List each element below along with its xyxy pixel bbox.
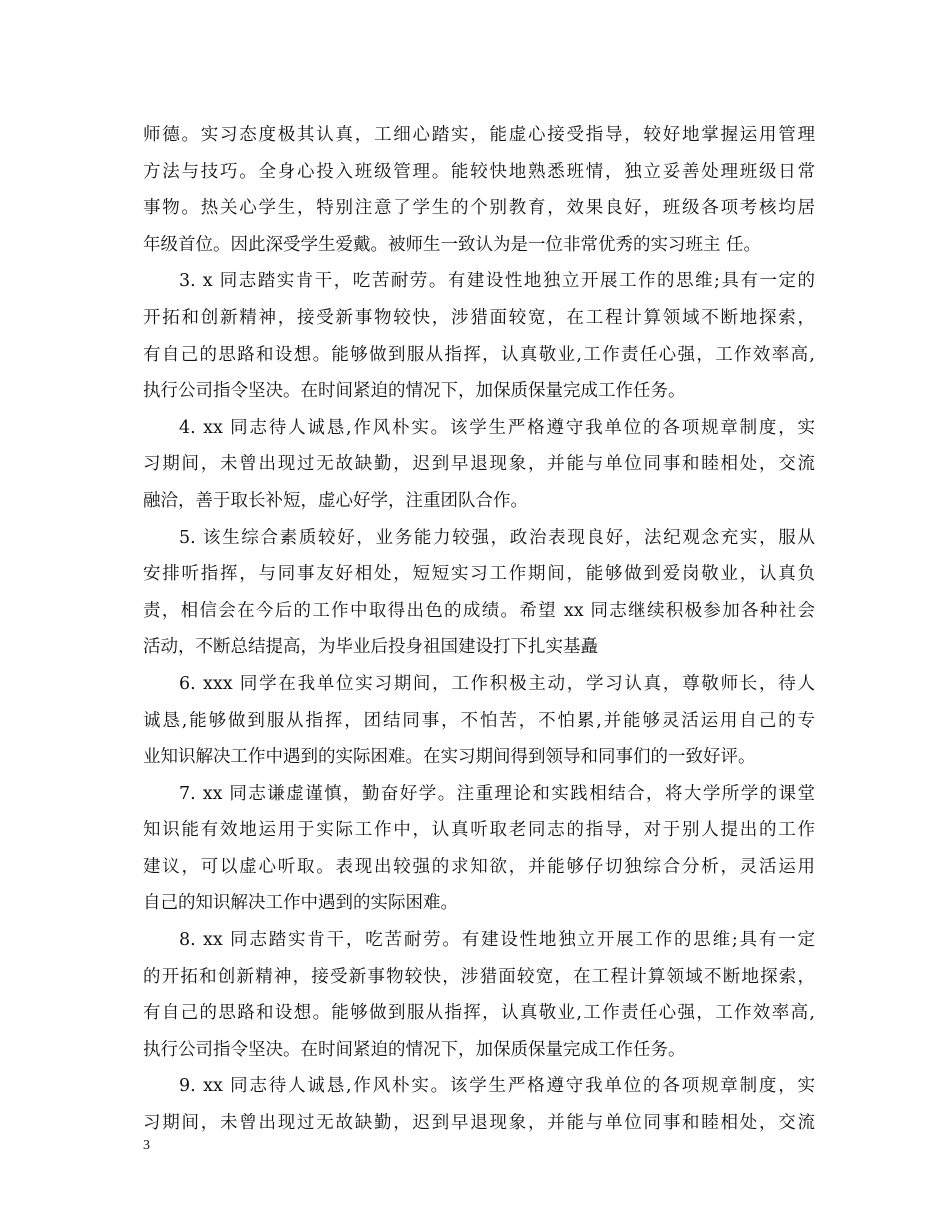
text-line: 方法与技巧。全身心投入班级管理。能较快地熟悉班情，独立妥善处理班级日常 (143, 161, 815, 182)
text-line: 诚恳,能够做到服从指挥，团结同事，不怕苦，不怕累,并能够灵活运用自己的专 (143, 710, 815, 731)
text-line: 习期间，未曾出现过无故缺勤，迟到早退现象，并能与单位同事和睦相处，交流 (143, 1113, 815, 1134)
text-line: 6. xxx 同学在我单位实习期间，工作积极主动，学习认真，尊敬师长，待人 (179, 673, 815, 694)
text-line: 3. x 同志踏实肯干，吃苦耐劳。有建设性地独立开展工作的思维;具有一定的 (179, 271, 815, 292)
text-line: 有自己的思路和设想。能够做到服从指挥，认真敬业,工作责任心强，工作效率高, (143, 1003, 815, 1024)
document-body (143, 117, 815, 1142)
text-line: 师德。实习态度极其认真，工细心踏实，能虚心接受指导，较好地掌握运用管理 (143, 125, 815, 145)
text-line: 融洽，善于取长补短，虚心好学，注重团队合作。 (143, 490, 528, 511)
text-line: 安排听指挥，与同事友好相处，短短实习工作期间，能够做到爱岗敬业，认真负 (143, 564, 815, 585)
text-line: 业知识解决工作中遇到的实际困难。在实习期间得到领导和同事们的一致好评。 (143, 747, 756, 768)
text-line: 知识能有效地运用于实际工作中，认真听取老同志的指导，对于别人提出的工作 (143, 820, 815, 841)
text-line: 4. xx 同志待人诚恳,作风朴实。该学生严格遵守我单位的各项规章制度，实 (179, 417, 815, 438)
text-line: 建议，可以虚心听取。表现出较强的求知欲，并能够仔切独综合分析，灵活运用 (143, 856, 815, 877)
text-line: 的开拓和创新精神，接受新事物较快，涉猎面较宽，在工程计算领域不断地探索， (143, 966, 815, 987)
text-line: 执行公司指令坚决。在时间紧迫的情况下，加保质保量完成工作任务。 (143, 1039, 686, 1060)
text-line: 自己的知识解决工作中遇到的实际困难。 (143, 893, 458, 914)
page-number: 3 (143, 1138, 150, 1153)
text-line: 有自己的思路和设想。能够做到服从指挥，认真敬业,工作责任心强，工作效率高, (143, 344, 815, 365)
text-line: 执行公司指令坚决。在时间紧迫的情况下，加保质保量完成工作任务。 (143, 381, 686, 402)
text-line: 5. 该生综合素质较好，业务能力较强，政治表现良好，法纪观念充实，服从 (179, 527, 815, 548)
text-line: 开拓和创新精神，接受新事物较快，涉猎面较宽，在工程计算领域不断地探索， (143, 307, 815, 328)
text-line: 8. xx 同志踏实肯干，吃苦耐劳。有建设性地独立开展工作的思维;具有一定 (179, 930, 815, 951)
text-line: 7. xx 同志谦虚谨慎，勤奋好学。注重理论和实践相结合，将大学所学的课堂 (179, 783, 815, 804)
text-line: 年级首位。因此深受学生爱戴。被师生一致认为是一位非常优秀的实习班主 任。 (143, 234, 762, 255)
text-line: 事物。热关心学生，特别注意了学生的个别教育，效果良好，班级各项考核均居 (143, 198, 815, 219)
text-line: 责，相信会在今后的工作中取得出色的成绩。希望 xx 同志继续积极参加各种社会 (143, 600, 815, 621)
text-line: 活动，不断总结提高，为毕业后投身祖国建设打下扎实基矗 (143, 637, 598, 658)
text-line: 9. xx 同志待人诚恳,作风朴实。该学生严格遵守我单位的各项规章制度，实 (179, 1076, 815, 1097)
text-line: 习期间，未曾出现过无故缺勤，迟到早退现象，并能与单位同事和睦相处，交流 (143, 454, 815, 475)
